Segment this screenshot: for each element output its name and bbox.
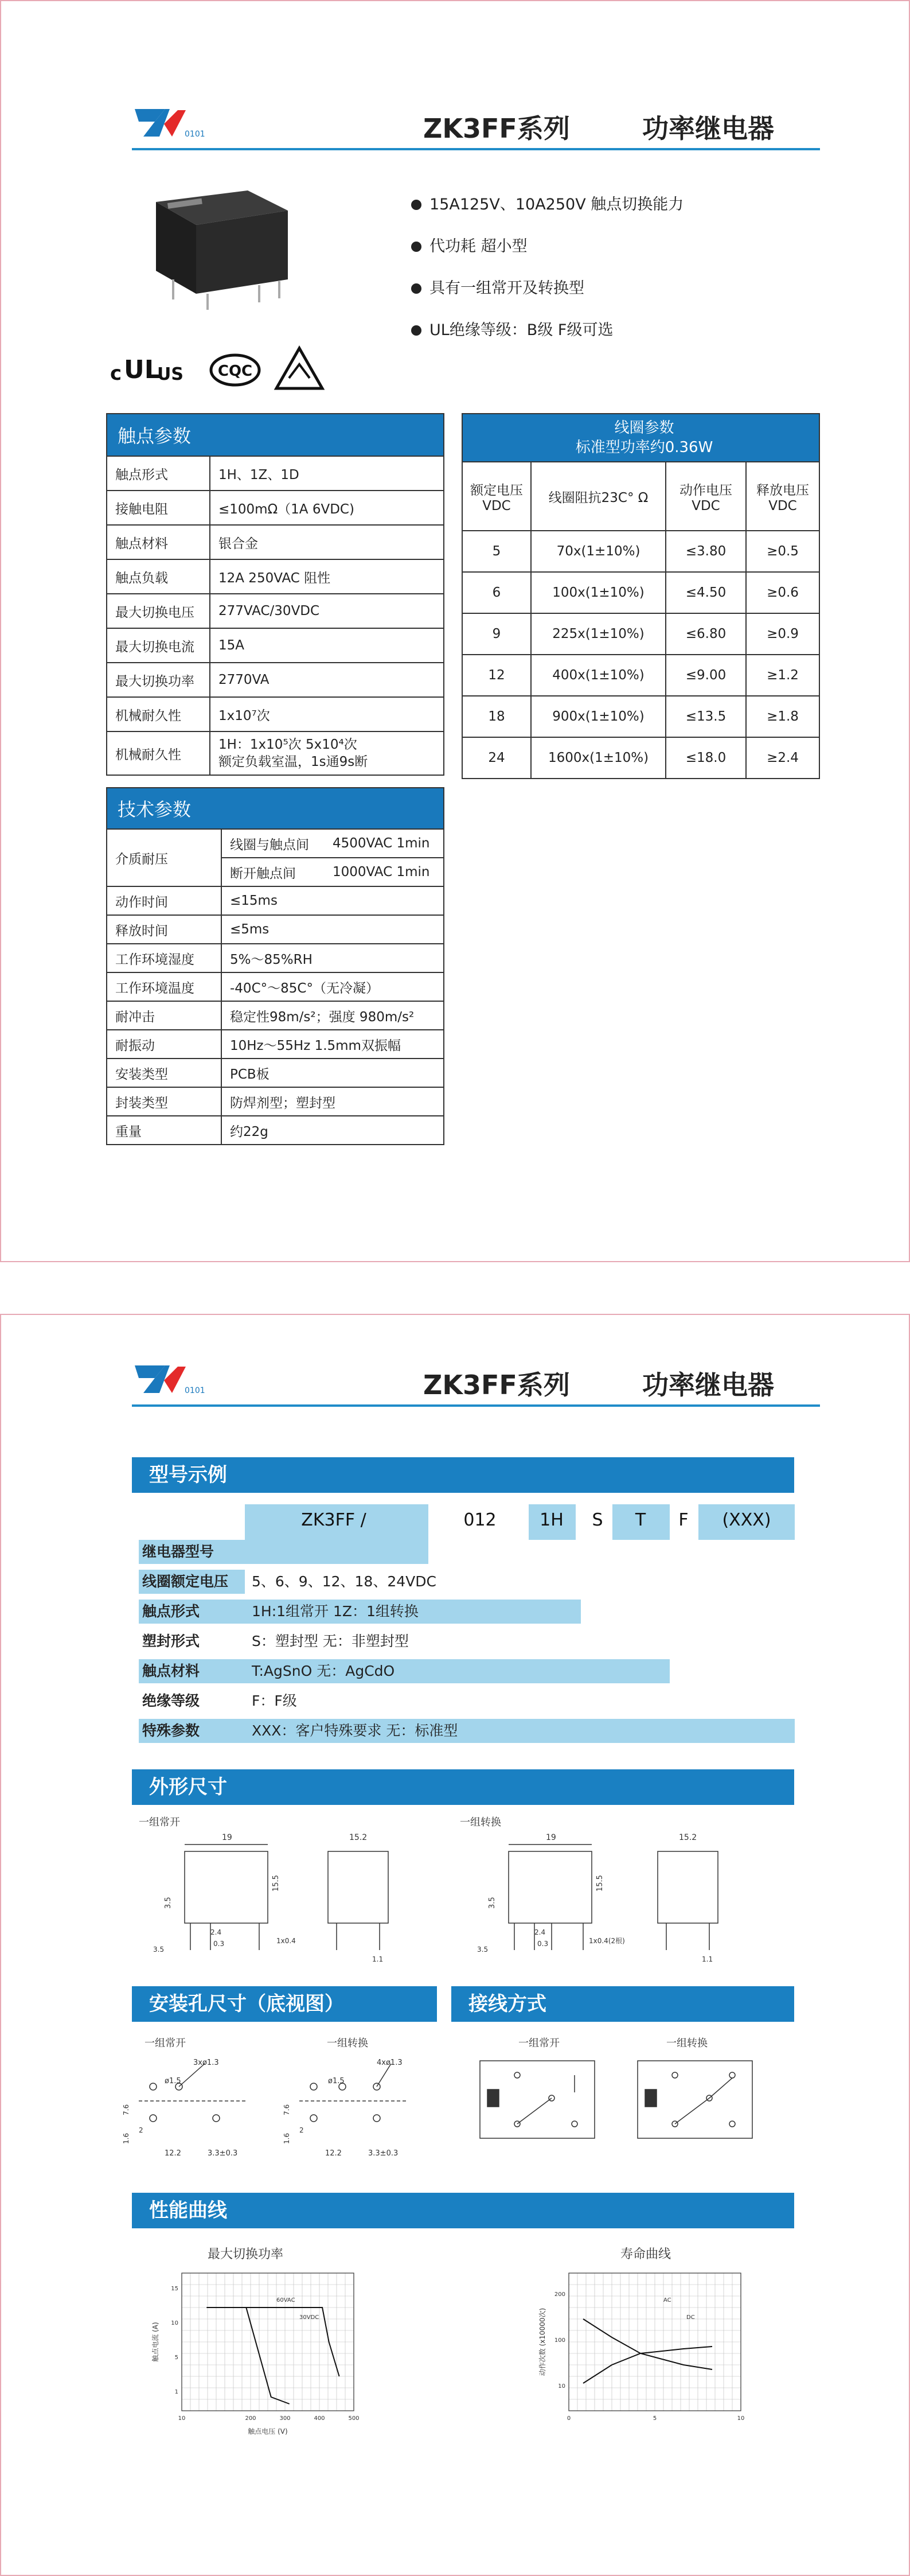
svg-text:7.6: 7.6 (122, 2104, 130, 2115)
certification-marks (110, 343, 328, 394)
svg-text:1.6: 1.6 (283, 2133, 291, 2144)
bullet-icon (411, 200, 421, 210)
table-row: 机械耐久性 1x10⁷次 (107, 697, 444, 731)
feature-list (411, 196, 858, 364)
svg-text:CQC: CQC (217, 363, 253, 380)
series-title: ZK3FF系列 (423, 1369, 570, 1400)
logo-text: 0101 (185, 130, 205, 139)
y-tick-label: 1 (174, 2389, 178, 2395)
series-line-1 (206, 2307, 289, 2404)
curves-section-title: 性能曲线 (132, 2193, 794, 2228)
svg-text:ø1.5: ø1.5 (165, 2077, 181, 2085)
wiring-caption-co: 一组转换 (666, 2037, 708, 2049)
contact-params-title: 触点参数 (107, 414, 444, 456)
svg-text:19: 19 (546, 1833, 556, 1842)
mount-caption-co: 一组转换 (327, 2037, 368, 2049)
coil-params-table (462, 413, 820, 779)
svg-text:12.2: 12.2 (325, 2149, 342, 2158)
product-title: 功率继电器 (642, 1369, 774, 1400)
wiring-caption-no: 一组常开 (518, 2037, 560, 2049)
annotation: 30VDC (299, 2314, 319, 2321)
feature-item: 代功耗 超小型 (411, 238, 858, 280)
x-tick-label: 0 (567, 2415, 571, 2422)
ordering-label: 触点形式 (139, 1600, 245, 1624)
table-row: 5 70x(1±10%) ≤3.80 ≥0.5 (462, 531, 819, 572)
wiring-diagram-no (480, 2061, 595, 2138)
table-header-row: 额定电压 VDC 线圈阻抗23C° Ω 动作电压 VDC 释放电压 VDC (462, 462, 819, 531)
dims-caption-no: 一组常开 (139, 1816, 180, 1828)
svg-text:1.1: 1.1 (702, 1955, 713, 1963)
svg-text:0.3: 0.3 (537, 1940, 549, 1948)
mounting-section-title: 安装孔尺寸（底视图） (132, 1986, 437, 2022)
svg-text:3xø1.3: 3xø1.3 (193, 2059, 219, 2067)
table-row: 介质耐压 线圈与触点间 4500VAC 1min (107, 829, 444, 858)
feature-item: UL绝缘等级：B级 F级可选 (411, 322, 858, 364)
mounting-hole-drawings (116, 2052, 437, 2167)
svg-text:19: 19 (222, 1833, 232, 1842)
svg-text:3.5: 3.5 (164, 1897, 173, 1909)
code-part-special: (XXX) (722, 1510, 771, 1530)
svg-text:2.4: 2.4 (210, 1928, 222, 1936)
bullet-icon (411, 325, 421, 336)
bullet-icon (411, 283, 421, 294)
chart-1-title: 最大切换功率 (208, 2247, 284, 2262)
svg-text:1x0.4: 1x0.4 (276, 1937, 296, 1945)
ordering-label: 绝缘等级 (139, 1689, 245, 1713)
ordering-value: XXX：客户特殊要求 无：标准型 (245, 1719, 795, 1743)
svg-text:3.3±0.3: 3.3±0.3 (368, 2149, 399, 2158)
page-2 (0, 1314, 910, 2576)
relay-photo (144, 179, 299, 311)
ordering-label: 线圈额定电压 (139, 1570, 245, 1594)
wiring-diagram-co (638, 2061, 752, 2138)
ordering-value: 5、6、9、12、18、24VDC (245, 1570, 576, 1594)
svg-text:UL: UL (124, 355, 161, 384)
table-row: 释放时间 ≤5ms (107, 915, 444, 944)
y-tick-label: 15 (171, 2286, 178, 2292)
wiring-section-title: 接线方式 (451, 1986, 794, 2022)
y-tick-label: 5 (174, 2355, 178, 2361)
ordering-value: F：F级 (245, 1689, 681, 1713)
dimension-drawing-co (460, 1828, 758, 1966)
svg-text:3.5: 3.5 (488, 1897, 497, 1909)
table-row: 工作环境湿度 5%～85%RH (107, 944, 444, 972)
code-part-material: T (635, 1510, 646, 1530)
ordering-value: S：塑封型 无：非塑封型 (245, 1629, 612, 1653)
table-row: 触点负载 12A 250VAC 阻性 (107, 559, 444, 594)
y-tick-label: 10 (558, 2383, 565, 2390)
table-row: 9 225x(1±10%) ≤6.80 ≥0.9 (462, 613, 819, 655)
svg-text:3.5: 3.5 (153, 1945, 165, 1954)
ordering-label: 继电器型号 (139, 1540, 245, 1564)
product-title: 功率继电器 (642, 113, 774, 144)
svg-text:15.2: 15.2 (349, 1833, 368, 1842)
code-part-model: ZK3FF / (301, 1510, 366, 1530)
ordering-section-title: 型号示例 (132, 1457, 794, 1493)
table-row: 耐振动 10Hz～55Hz 1.5mm双振幅 (107, 1030, 444, 1059)
contact-params-table (106, 413, 444, 776)
ordering-label: 塑封形式 (139, 1629, 245, 1653)
wiring-diagrams (471, 2052, 770, 2150)
table-row: 安装类型 PCB板 (107, 1059, 444, 1087)
x-tick-label: 500 (348, 2415, 360, 2422)
svg-text:12.2: 12.2 (165, 2149, 181, 2158)
page-1 (0, 0, 910, 1262)
table-row: 机械耐久性 1H：1x10⁵次 5x10⁴次 额定负载室温，1s通9s断 (107, 731, 444, 775)
svg-text:15.2: 15.2 (679, 1833, 697, 1842)
table-row: 封装类型 防焊剂型；塑封型 (107, 1087, 444, 1116)
coil-params-subtitle: 标准型功率约0.36W (575, 439, 713, 456)
code-part-insulation: F (678, 1510, 689, 1530)
svg-text:1.6: 1.6 (122, 2133, 130, 2144)
x-tick-label: 10 (178, 2415, 186, 2422)
header (132, 104, 820, 150)
x-tick-label: 200 (245, 2415, 256, 2422)
ordering-value (245, 1540, 428, 1564)
company-logo (132, 1361, 212, 1401)
svg-text:2: 2 (299, 2126, 304, 2134)
table-row: 12 400x(1±10%) ≤9.00 ≥1.2 (462, 655, 819, 696)
svg-text:2.4: 2.4 (534, 1928, 546, 1936)
table-row: 耐冲击 稳定性98m/s²；强度 980m/s² (107, 1001, 444, 1030)
annotation: AC (663, 2297, 671, 2303)
table-row: 重量 约22g (107, 1116, 444, 1145)
table-row: 触点形式 1H、1Z、1D (107, 456, 444, 491)
code-part-seal: S (592, 1510, 603, 1530)
x-tick-label: 10 (737, 2415, 745, 2422)
table-row: 最大切换电压 277VAC/30VDC (107, 594, 444, 628)
dims-caption-co: 一组转换 (460, 1816, 501, 1828)
ordering-label: 特殊参数 (139, 1719, 245, 1743)
svg-text:c: c (110, 362, 122, 385)
dimensions-section-title: 外形尺寸 (132, 1769, 794, 1805)
series-title: ZK3FF系列 (423, 113, 570, 144)
feature-item: 具有一组常开及转换型 (411, 280, 858, 322)
chart-2-title: 寿命曲线 (620, 2247, 671, 2262)
ul-mark-icon (110, 355, 183, 385)
y-axis-label: 触点电流 (A) (151, 2322, 159, 2362)
bullet-icon (411, 242, 421, 252)
svg-text:ø1.5: ø1.5 (328, 2077, 345, 2085)
ordering-value: T:AgSnO 无：AgCdO (245, 1659, 670, 1683)
series-line-1 (583, 2319, 712, 2369)
svg-text:1.1: 1.1 (372, 1955, 384, 1963)
table-row: 动作时间 ≤15ms (107, 886, 444, 915)
ordering-label: 触点材料 (139, 1659, 245, 1683)
technical-params-title: 技术参数 (107, 788, 444, 829)
table-row: 24 1600x(1±10%) ≤18.0 ≥2.4 (462, 737, 819, 779)
ordering-value: 1H:1组常开 1Z：1组转换 (245, 1600, 581, 1624)
x-tick-label: 300 (279, 2415, 291, 2422)
svg-text:1x0.4(2根): 1x0.4(2根) (589, 1937, 625, 1945)
tuv-triangle-icon (276, 348, 322, 388)
mount-caption-no: 一组常开 (144, 2037, 186, 2049)
mount-hole-co (283, 2059, 408, 2158)
table-row: 工作环境温度 -40C°～85C°（无冷凝） (107, 972, 444, 1001)
svg-text:2: 2 (139, 2126, 143, 2134)
lifetime-chart (534, 2262, 781, 2451)
svg-text:3.5: 3.5 (477, 1945, 489, 1954)
svg-text:4xø1.3: 4xø1.3 (377, 2059, 403, 2067)
table-row: 18 900x(1±10%) ≤13.5 ≥1.8 (462, 696, 819, 737)
header (132, 1361, 820, 1407)
table-row: 最大切换电流 15A (107, 628, 444, 663)
y-tick-label: 10 (171, 2320, 178, 2326)
annotation: DC (686, 2314, 695, 2321)
coil-params-title: 线圈参数 (614, 419, 674, 437)
code-part-voltage: 012 (463, 1510, 497, 1530)
svg-text:US: US (157, 364, 183, 384)
cqc-mark-icon (211, 355, 259, 385)
dimension-drawing-no (136, 1828, 423, 1966)
table-row: 触点材料 银合金 (107, 525, 444, 559)
feature-item: 15A125V、10A250V 触点切换能力 (411, 196, 858, 238)
annotation: 60VAC (276, 2297, 295, 2303)
y-tick-label: 200 (554, 2291, 565, 2298)
svg-text:3.3±0.3: 3.3±0.3 (208, 2149, 238, 2158)
y-axis-label: 动作次数 (x10000次) (538, 2307, 546, 2376)
table-row: 6 100x(1±10%) ≤4.50 ≥0.6 (462, 572, 819, 613)
logo-text: 0101 (185, 1386, 205, 1395)
code-part-contact: 1H (540, 1510, 564, 1530)
company-logo (132, 104, 212, 145)
technical-params-table (106, 787, 444, 1145)
y-tick-label: 100 (554, 2337, 565, 2344)
svg-text:7.6: 7.6 (283, 2104, 291, 2115)
max-switching-power-chart (147, 2262, 388, 2451)
mount-hole-no (122, 2059, 248, 2158)
table-row: 最大切换功率 2770VA (107, 663, 444, 697)
x-axis-label: 触点电压 (V) (248, 2427, 288, 2435)
svg-text:15.5: 15.5 (596, 1875, 604, 1892)
table-row: 断开触点间 1000VAC 1min (107, 858, 444, 886)
svg-text:0.3: 0.3 (213, 1940, 225, 1948)
table-row: 接触电阻 ≤100mΩ（1A 6VDC) (107, 491, 444, 525)
x-tick-label: 5 (653, 2415, 657, 2422)
x-tick-label: 400 (314, 2415, 325, 2422)
svg-text:15.5: 15.5 (272, 1875, 280, 1892)
